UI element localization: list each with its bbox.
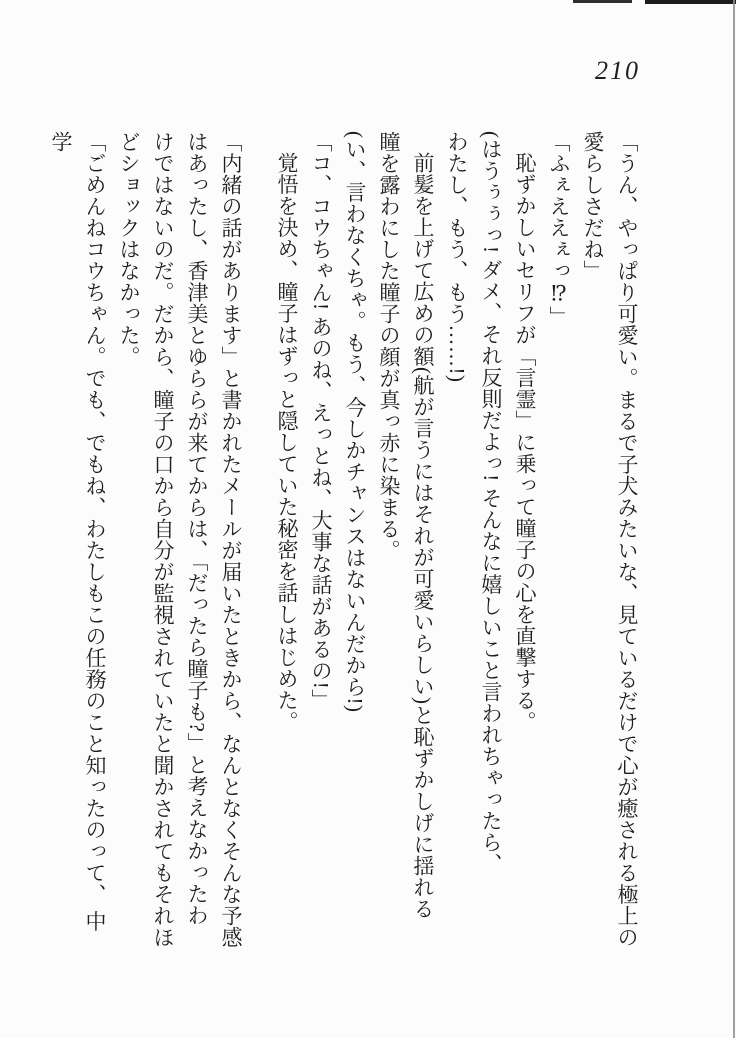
scan-edge-artifact [573, 0, 632, 3]
text-line: 「ふぇええぇっ⁉」 [547, 131, 571, 328]
text-line: 愛らしさだね」 [581, 131, 605, 282]
text-line: 「うん、やっぱり可愛い。まるで子犬みたいな、見ているだけで心が癒される極上の [615, 131, 639, 948]
text-block [49, 131, 644, 953]
text-line: 覚悟を決め、瞳子はずっと隠していた秘密を話しはじめた。 [275, 152, 299, 733]
text-line: はあったし、香津美とゆららが来てからは、「だったら瞳子も?」と考えなかったわ [185, 131, 209, 926]
text-line: 前髪を上げて広めの額(航が言うにはそれが可愛いらしい)と恥ずかしげに揺れる [411, 152, 435, 920]
page-number: 210 [595, 56, 640, 85]
scan-edge-artifact [645, 0, 736, 4]
text-line: 「内緒の話があります」と書かれたメールが届いたときから、なんとなくそんな予感 [219, 131, 243, 948]
text-line: 恥ずかしいセリフが「言霊」に乗って瞳子の心を直撃する。 [513, 152, 537, 733]
text-line: 「コ、コウちゃん! あのね、えっとね、大事な話があるの!」 [309, 131, 333, 711]
text-line: (い、言わなくちゃ。もう、今しかチャンスはないんだから!) [343, 131, 367, 713]
text-line: わたし、もう、もう……!) [445, 131, 469, 383]
text-line: 「ごめんねコウちゃん。でも、でもね、わたしもこの任務のこと知ったのって、 中学 [49, 131, 107, 933]
text-line: (はうぅぅっ! ダメ、それ反則だよっ! そんなに嬉しいこと言われちゃったら、 [479, 131, 503, 875]
text-line: けではないのだ。だから、瞳子の口から自分が監視されていたと聞かされてもそれほ [151, 131, 175, 948]
text-line: 瞳を露わにした瞳子の顔が真っ赤に染まる。 [377, 131, 401, 561]
scan-edge-line [733, 0, 735, 1038]
text-line: どショックはなかった。 [117, 131, 141, 368]
